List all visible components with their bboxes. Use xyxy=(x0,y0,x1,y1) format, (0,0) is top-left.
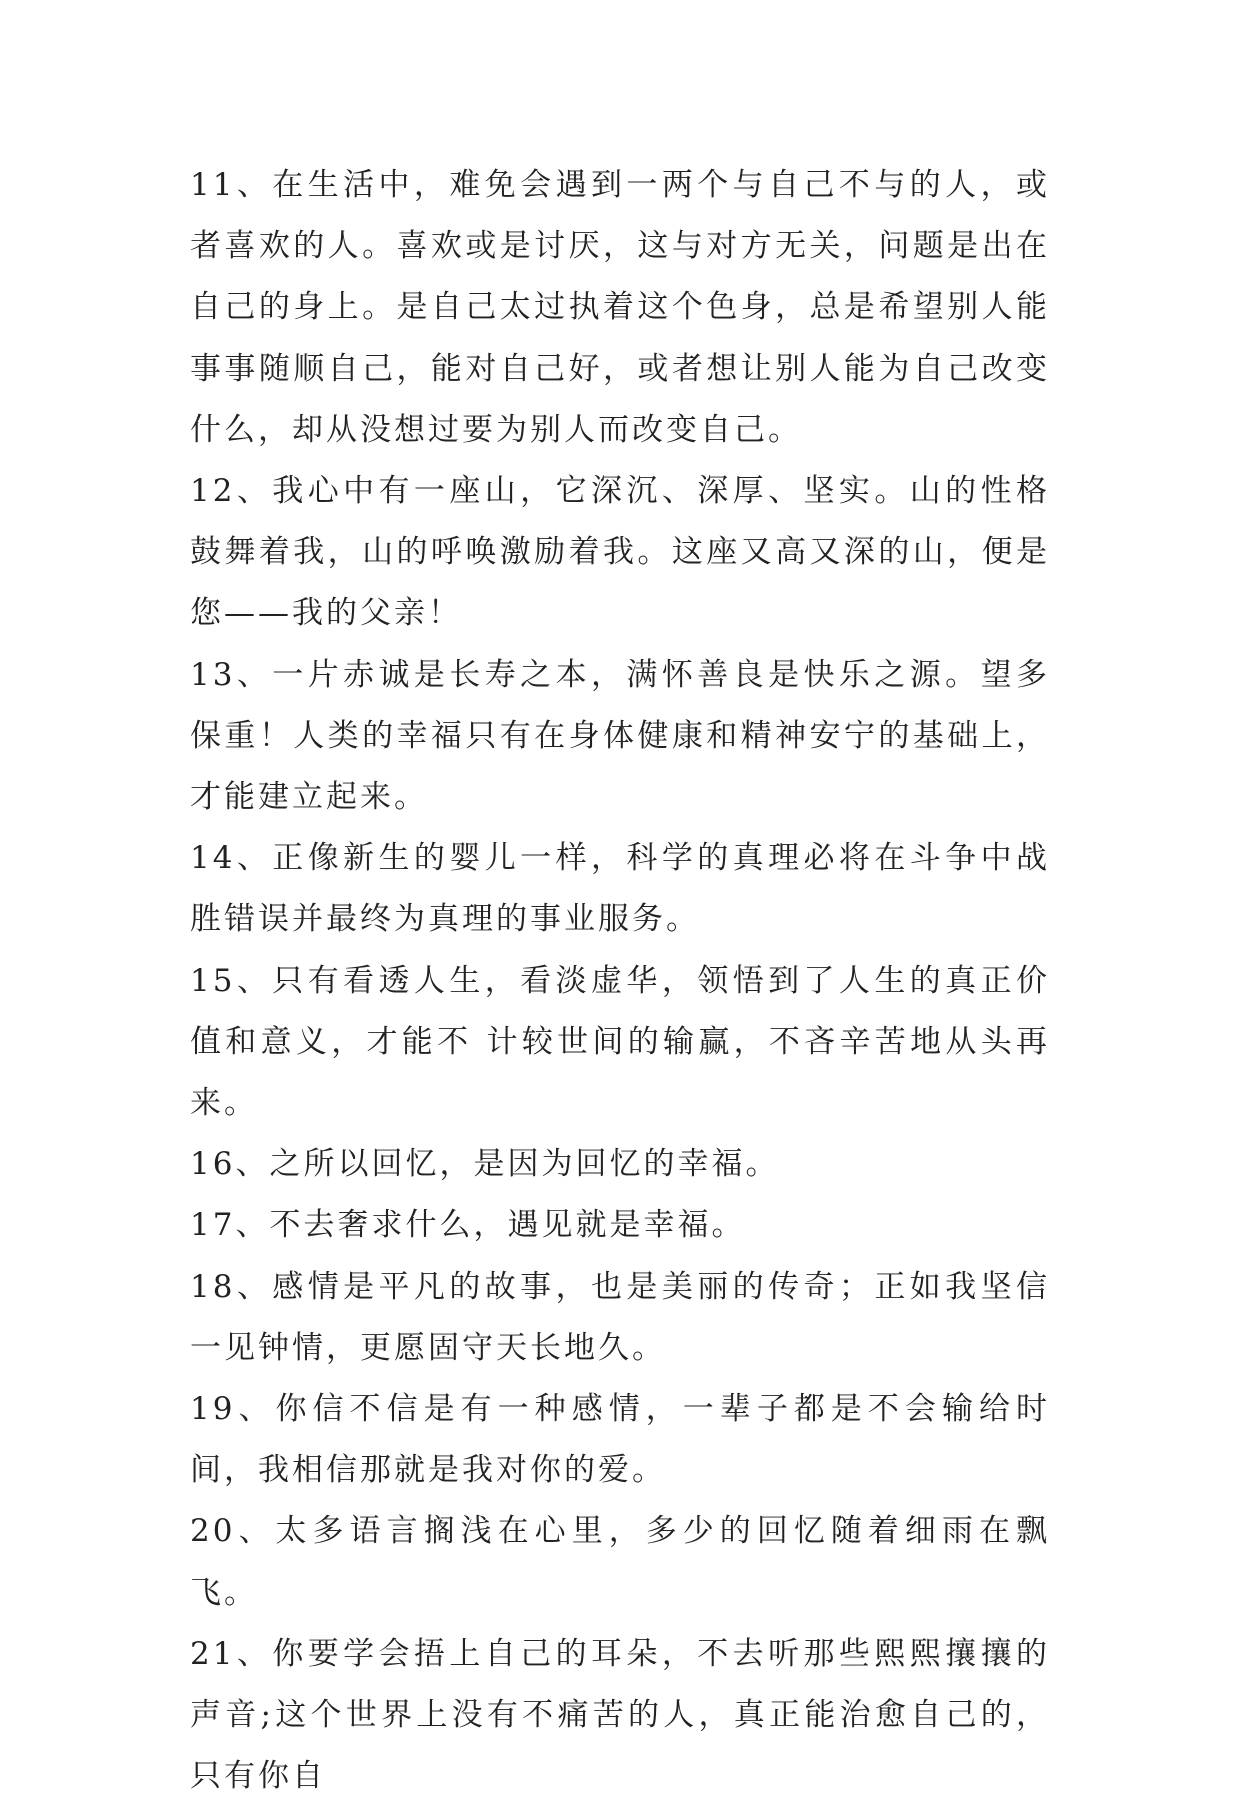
paragraph-16: 16、之所以回忆，是因为回忆的幸福。 xyxy=(190,1146,780,1183)
paragraph-15: 15、只有看透人生，看淡虚华，领悟到了人生的真正价值和意义，才能不 计较世间的输赢，不吝辛苦地从头再来。 xyxy=(190,962,1050,1122)
document-body xyxy=(190,155,1050,1807)
paragraph-18: 18、感情是平凡的故事，也是美丽的传奇；正如我坚信一见钟情，更愿固守天长地久。 xyxy=(190,1268,1050,1366)
paragraph-13: 13、一片赤诚是长寿之本，满怀善良是快乐之源。望多保重！人类的幸福只有在身体健康和精神安宁的基础上，才能建立起来。 xyxy=(190,656,1050,816)
paragraph-12: 12、我心中有一座山，它深沉、深厚、坚实。山的性格鼓舞着我，山的呼唤激励着我。这座又高又深的山，便是您——我的父亲！ xyxy=(190,473,1050,632)
paragraph-21: 21、你要学会捂上自己的耳朵，不去听那些熙熙攘攘的声音;这个世界上没有不痛苦的人，真正能治愈自己的，只有你自 xyxy=(190,1635,1050,1795)
paragraph-14: 14、正像新生的婴儿一样，科学的真理必将在斗争中战胜错误并最终为真理的事业服务。 xyxy=(190,840,1050,938)
paragraph-17: 17、不去奢求什么，遇见就是幸福。 xyxy=(190,1207,746,1244)
paragraph-20: 20、太多语言搁浅在心里，多少的回忆随着细雨在飘飞。 xyxy=(190,1513,1050,1611)
paragraph-11: 11、在生活中，难免会遇到一两个与自己不与的人，或者喜欢的人。喜欢或是讨厌，这与对方无关，问题是出在自己的身上。是自己太过执着这个色身，总是希望别人能事事随顺自己，能对自己好，或者想让别人能为自己改变什么，却从没想过要为别人而改变自己。 xyxy=(190,167,1050,448)
paragraph-19: 19、你信不信是有一种感情，一辈子都是不会输给时间，我相信那就是我对你的爱。 xyxy=(190,1391,1050,1489)
